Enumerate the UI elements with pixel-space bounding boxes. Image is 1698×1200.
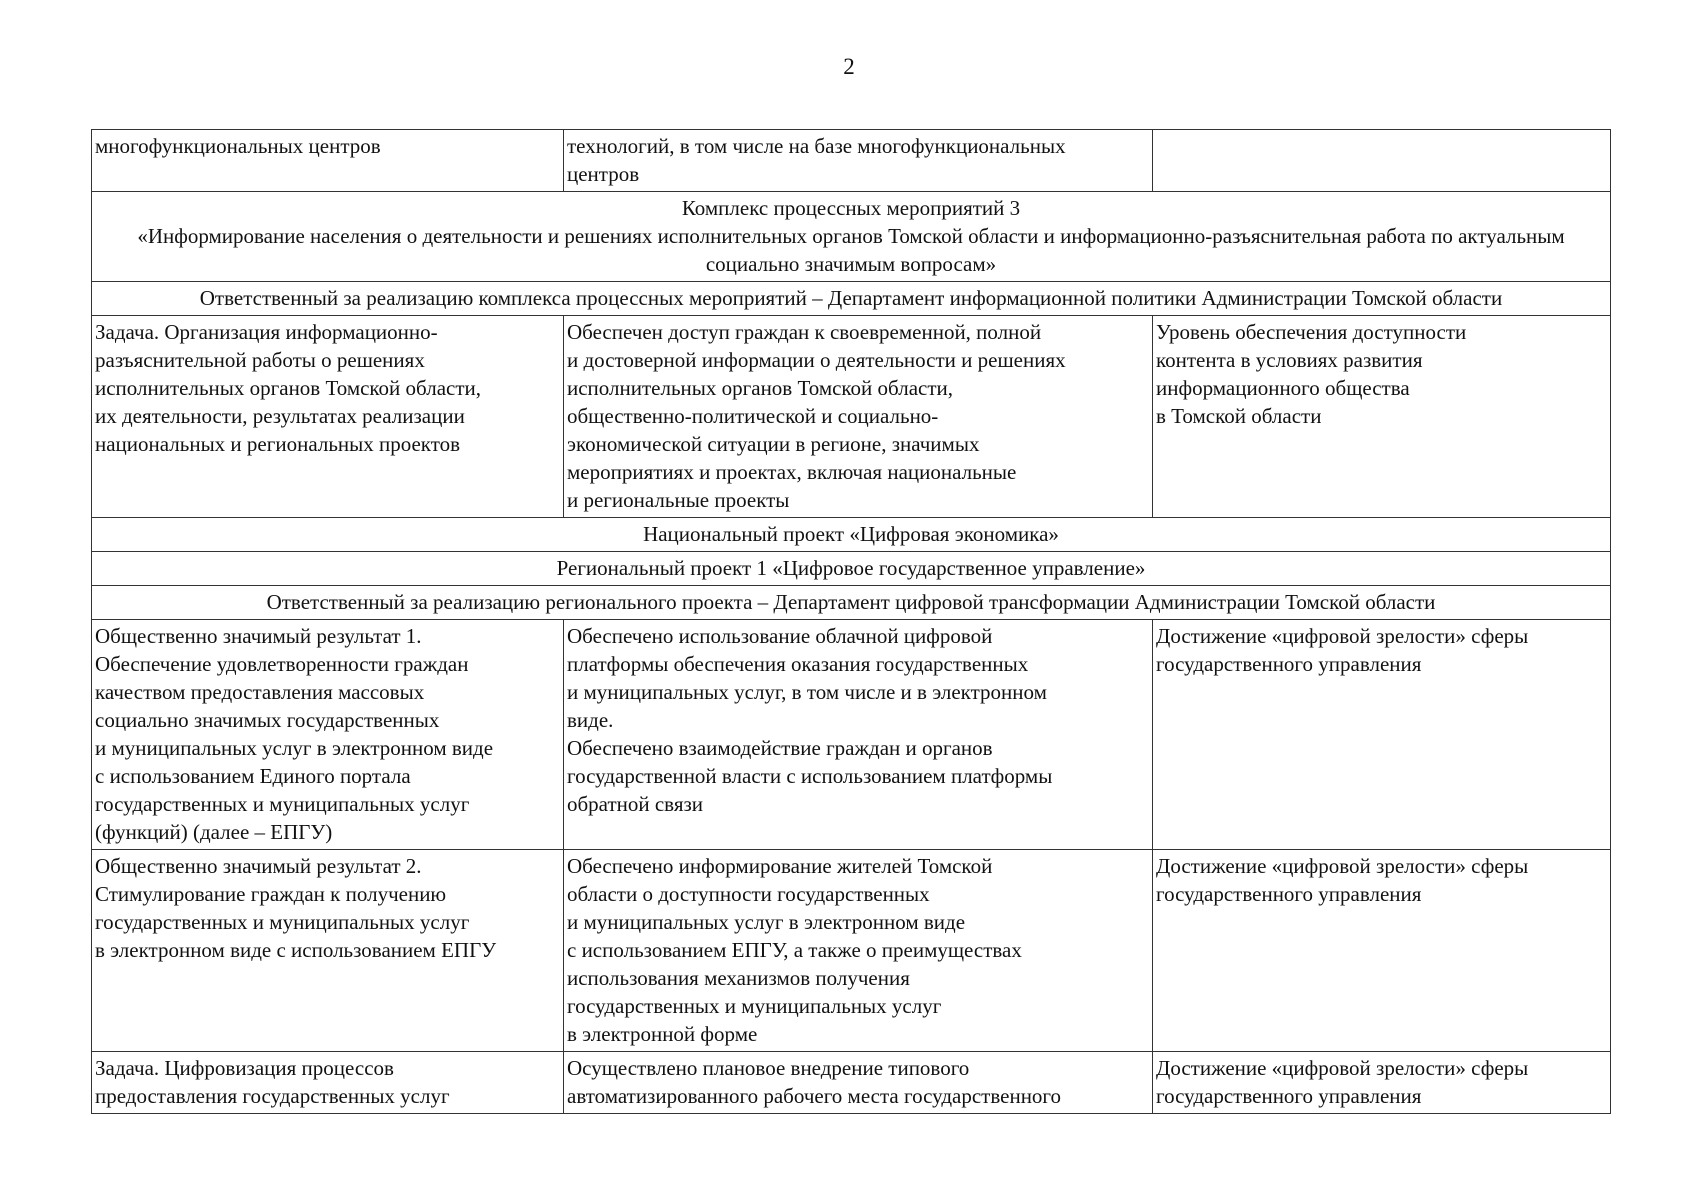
table-cell: Задача. Организация информационно- разъяснительной работы о решениях исполнительных органов Томской области, их деятельности, результатах реализации национальных и региональных проектов	[92, 316, 564, 518]
table-cell: Обеспечено информирование жителей Томской области о доступности государственных и муниципальных услуг в электронном виде с использованием ЕПГУ, а также о преимуществах использования механизмов получения государственных и муниципальных услуг в электронной форме	[564, 850, 1153, 1052]
table-row	[92, 620, 1611, 850]
table-row-complex-header	[92, 192, 1611, 282]
table-cell: Общественно значимый результат 1. Обеспечение удовлетворенности граждан качеством предоставления массовых социально значимых государственных и муниципальных услуг в электронном виде с использованием Единого портала государственных и муниципальных услуг (функций) (далее – ЕПГУ)	[92, 620, 564, 850]
table-cell: технологий, в том числе на базе многофункциональных центров	[564, 130, 1153, 192]
table-row	[92, 130, 1611, 192]
responsible-regional-cell: Ответственный за реализацию регионального проекта – Департамент цифровой трансформации Администрации Томской области	[92, 586, 1611, 620]
page-number: 2	[843, 54, 855, 79]
table-cell	[1153, 130, 1611, 192]
table-cell: Уровень обеспечения доступности контента в условиях развития информационного общества в Томской области	[1153, 316, 1611, 518]
table-cell: Осуществлено плановое внедрение типового автоматизированного рабочего места государственного	[564, 1052, 1153, 1114]
measures-table	[91, 129, 1611, 1114]
table-row-regional-project	[92, 552, 1611, 586]
table-cell: Обеспечен доступ граждан к своевременной, полной и достоверной информации о деятельности и решениях исполнительных органов Томской области, общественно-политической и социально- экономической ситуации в регионе, значимых мероприятиях и проектах, включая национальные и региональные проекты	[564, 316, 1153, 518]
responsible-complex-cell: Ответственный за реализацию комплекса процессных мероприятий – Департамент информационной политики Администрации Томской области	[92, 282, 1611, 316]
regional-project-cell: Региональный проект 1 «Цифровое государственное управление»	[92, 552, 1611, 586]
table-cell: Задача. Цифровизация процессов предоставления государственных услуг	[92, 1052, 564, 1114]
complex-header-cell	[92, 192, 1611, 282]
national-project-cell: Национальный проект «Цифровая экономика»	[92, 518, 1611, 552]
table-cell: Обеспечено использование облачной цифровой платформы обеспечения оказания государственных и муниципальных услуг, в том числе и в электронном виде. Обеспечено взаимодействие граждан и органов государственной власти с использованием платформы обратной связи	[564, 620, 1153, 850]
table-cell: Достижение «цифровой зрелости» сферы государственного управления	[1153, 1052, 1611, 1114]
table-cell: Достижение «цифровой зрелости» сферы государственного управления	[1153, 620, 1611, 850]
table-row	[92, 316, 1611, 518]
table-row-responsible	[92, 282, 1611, 316]
table-cell: многофункциональных центров	[92, 130, 564, 192]
complex-description: «Информирование населения о деятельности и решениях исполнительных органов Томской области и информационно-разъяснительная работа по актуальным социально значимым вопросам»	[137, 224, 1565, 276]
table-row-national-project	[92, 518, 1611, 552]
table-row-responsible	[92, 586, 1611, 620]
table-cell: Достижение «цифровой зрелости» сферы государственного управления	[1153, 850, 1611, 1052]
table-row	[92, 850, 1611, 1052]
table-cell: Общественно значимый результат 2. Стимулирование граждан к получению государственных и муниципальных услуг в электронном виде с использованием ЕПГУ	[92, 850, 564, 1052]
complex-title: Комплекс процессных мероприятий 3	[681, 196, 1021, 220]
table-row	[92, 1052, 1611, 1114]
